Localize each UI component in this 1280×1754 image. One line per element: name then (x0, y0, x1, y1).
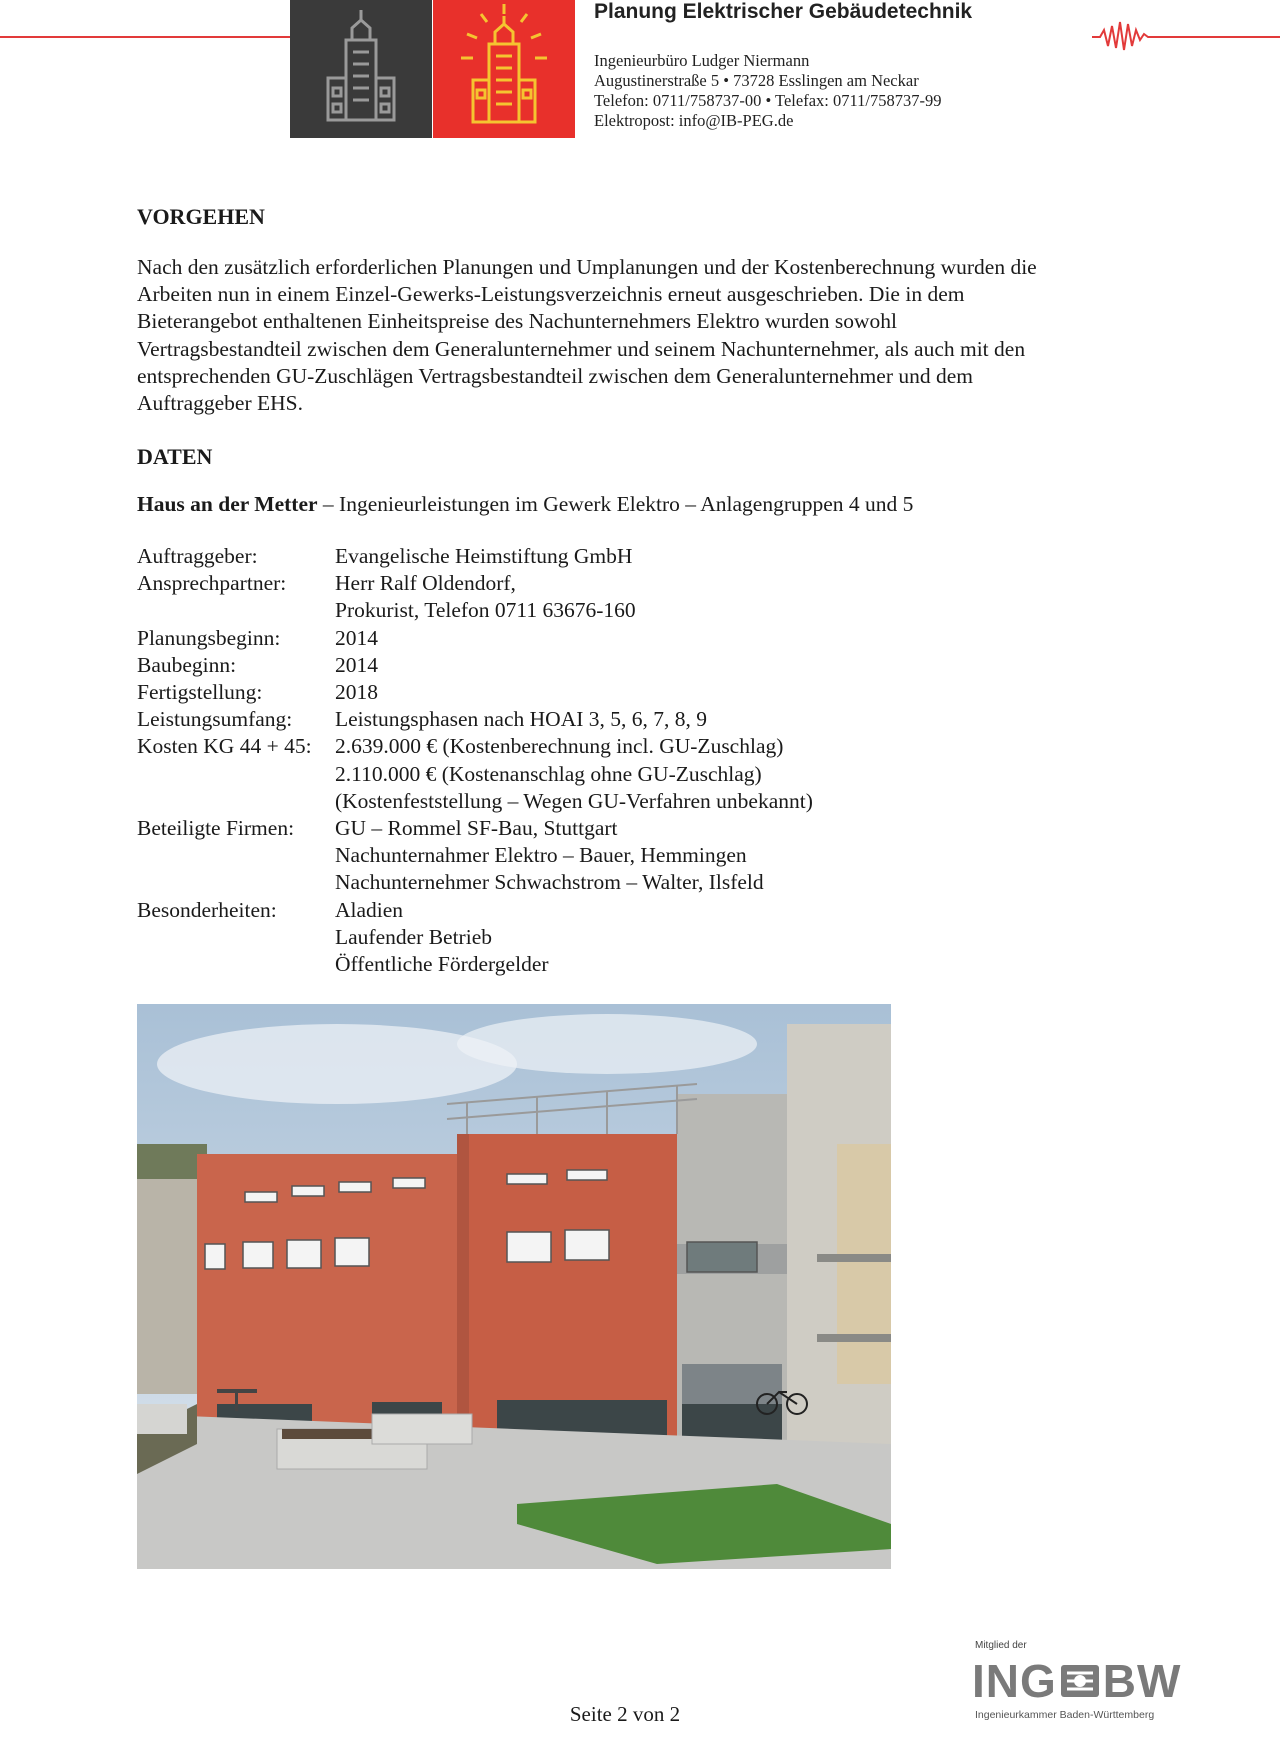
coat-of-arms-icon (1059, 1661, 1101, 1701)
data-value: Evangelische Heimstiftung GmbH (335, 544, 633, 568)
membership-label: Mitglied der (975, 1640, 1027, 1651)
header-rule-right (1170, 36, 1280, 38)
ingbw-subtitle: Ingenieurkammer Baden-Württemberg (975, 1709, 1155, 1721)
data-value: Herr Ralf Oldendorf, (335, 571, 516, 596)
building-lit-icon (433, 0, 575, 138)
logo-building-red (433, 0, 575, 138)
data-row (137, 625, 813, 652)
data-value: Leistungsphasen nach HOAI 3, 5, 6, 7, 8, 9 (335, 707, 708, 732)
ingbw-logo (972, 1654, 1181, 1708)
data-row (137, 706, 813, 733)
data-value: GU – Rommel SF-Bau, Stuttgart (335, 816, 618, 841)
ingbw-logo-left: ING (972, 1655, 1057, 1707)
data-label: Auftraggeber: (137, 544, 258, 568)
data-row (137, 733, 813, 815)
data-value: Aladien (335, 897, 404, 922)
data-row (137, 679, 813, 706)
data-row (137, 815, 813, 897)
data-row (137, 543, 813, 570)
paragraph-line: Nach den zusätzlich erforderlichen Planungen und Umplanungen und der Kostenberechnung wurden die (137, 255, 1037, 279)
data-value: Nachunternahmer Elektro – Bauer, Hemmingen (335, 843, 747, 868)
logo-building-dark (290, 0, 432, 138)
project-name: Haus an der Metter (137, 492, 318, 516)
vorgehen-paragraph (137, 254, 1147, 417)
section-heading-daten: DATEN (137, 444, 213, 469)
project-title (137, 492, 913, 517)
data-label: Baubeginn: (137, 652, 237, 677)
header-rule-left (0, 36, 290, 38)
data-value: 2014 (335, 652, 378, 677)
data-label: Beteiligte Firmen: (137, 816, 295, 841)
project-description: – Ingenieurleistungen im Gewerk Elektro – Anlagengruppen 4 und 5 (317, 492, 914, 516)
company-phone: Telefon: 0711/758737-00 • Telefax: 0711/758737-99 (594, 91, 942, 110)
data-label: Leistungsumfang: (137, 707, 293, 732)
paragraph-line: Bieterangebot enthaltenen Einheitspreise des Nachunternehmers Elektro wurden sowohl (137, 309, 898, 334)
section-heading-vorgehen: VORGEHEN (137, 204, 265, 229)
data-label: Ansprechpartner: (137, 571, 287, 596)
building-icon-gray (290, 0, 432, 138)
company-name: Ingenieurbüro Ludger Niermann (594, 51, 810, 70)
data-value: Prokurist, Telefon 0711 63676-160 (335, 598, 636, 623)
data-value: Öffentliche Fördergelder (335, 952, 549, 977)
data-value: 2.639.000 € (Kostenberechnung incl. GU-Zuschlag) (335, 734, 784, 759)
paragraph-line: Vertragsbestandteil zwischen dem Generalunternehmer und seinem Nachunternehmer, als auch mit den (137, 336, 1026, 361)
data-row (137, 570, 813, 624)
building-photo (137, 1004, 891, 1569)
data-row (137, 897, 813, 979)
company-address: Augustinerstraße 5 • 73728 Esslingen am Neckar (594, 71, 919, 90)
paragraph-line: Arbeiten nun in einem Einzel-Gewerks-Leistungsverzeichnis erneut ausgeschrieben. Die in dem (137, 282, 965, 307)
company-contact-block (594, 51, 941, 131)
data-value: Nachunternehmer Schwachstrom – Walter, Ilsfeld (335, 870, 764, 895)
data-value: 2014 (335, 625, 378, 650)
data-label: Besonderheiten: (137, 897, 277, 922)
data-label: Planungsbeginn: (137, 625, 281, 650)
paragraph-line: Auftraggeber EHS. (137, 391, 303, 416)
data-label: Kosten KG 44 + 45: (137, 734, 312, 759)
page-number: Seite 2 von 2 (569, 1702, 681, 1726)
data-value: (Kostenfeststellung – Wegen GU-Verfahren unbekannt) (335, 788, 813, 813)
paragraph-line: entsprechenden GU-Zuschlägen Vertragsbestandteil zwischen dem Generalunternehmer und dem (137, 363, 974, 388)
data-value: Laufender Betrieb (335, 924, 492, 949)
data-row (137, 652, 813, 679)
data-value: 2018 (335, 680, 378, 705)
company-title: Planung Elektrischer Gebäudetechnik (594, 0, 973, 23)
data-value: 2.110.000 € (Kostenanschlag ohne GU-Zuschlag) (335, 761, 762, 786)
data-label: Fertigstellung: (137, 680, 263, 705)
project-data-table (137, 543, 813, 978)
ingbw-logo-right: BW (1102, 1655, 1182, 1707)
signal-wave-icon (1092, 10, 1172, 58)
company-email: Elektropost: info@IB-PEG.de (594, 111, 794, 130)
